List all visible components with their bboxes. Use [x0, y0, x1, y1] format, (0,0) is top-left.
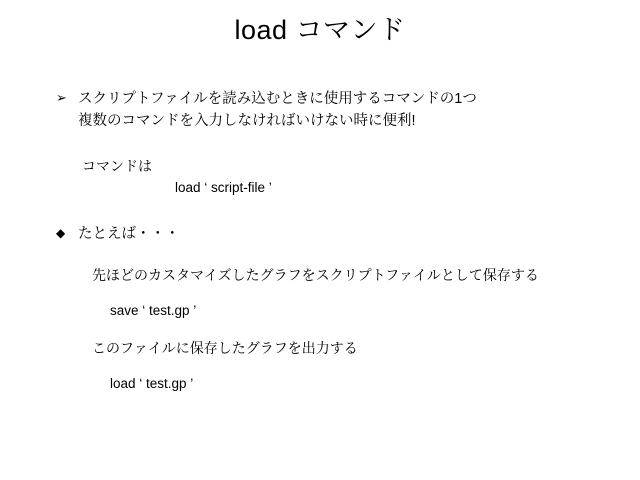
- bullet-line: スクリプトファイルを読み込むときに使用するコマンドの1つ: [78, 91, 477, 107]
- slide-body: [0, 88, 640, 391]
- spacer: [0, 285, 640, 303]
- spacer: [0, 199, 640, 223]
- spacer: [0, 133, 640, 155]
- diamond-bullet-icon: ◆: [56, 225, 66, 240]
- bullet-item: [56, 223, 640, 245]
- example-description-1: 先ほどのカスタマイズしたグラフをスクリプトファイルとして保存する: [92, 267, 539, 284]
- example-code-2: load ‘ test.gp ’: [110, 376, 194, 392]
- example-description-2: このファイルに保存したグラフを出力する: [92, 340, 358, 357]
- command-syntax: load ‘ script-file ’: [175, 180, 272, 196]
- bullet-line: 複数のコマンドを入力しなければいけない時に便利!: [78, 113, 416, 130]
- bullet-text: たとえば・・・: [78, 225, 180, 242]
- page-title: load コマンド: [234, 15, 406, 45]
- spacer: [0, 358, 640, 376]
- arrow-bullet-icon: ➢: [56, 90, 67, 105]
- command-label: コマンドは: [82, 157, 152, 174]
- spacer: [0, 318, 640, 338]
- example-code-1: save ‘ test.gp ’: [110, 303, 197, 319]
- spacer: [0, 245, 640, 265]
- bullet-item: [56, 88, 620, 133]
- bullet-text: [78, 88, 620, 133]
